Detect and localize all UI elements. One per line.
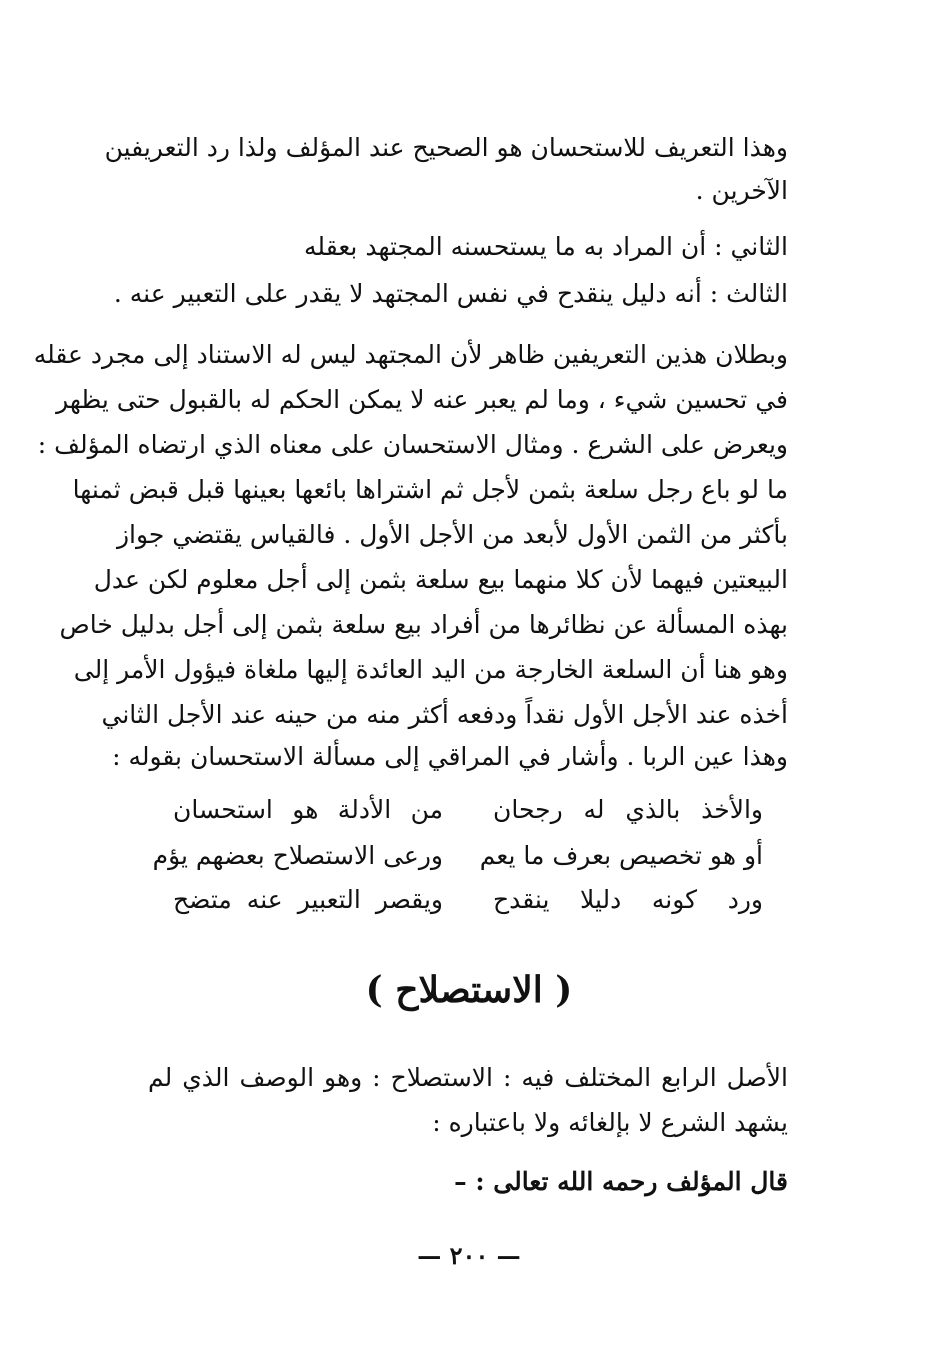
poem-verse-2-first-hemistich: أو هو تخصيص بعرف ما يعم xyxy=(479,841,763,870)
paragraph-2-line-4: ما لو باع رجل سلعة بثمن لأجل ثم اشتراها بائعها بعينها قبل قبض ثمنها xyxy=(72,475,788,504)
paragraph-2-line-8: وهو هنا أن السلعة الخارجة من اليد العائدة إليها ملغاة فيؤول الأمر إلى xyxy=(73,655,788,684)
definition-third: الثالث : أنه دليل ينقدح في نفس المجتهد لا يقدر على التعبير عنه . xyxy=(113,279,788,308)
paragraph-2-line-5: بأكثر من الثمن الأول لأبعد من الأجل الأول . فالقياس يقتضي جواز xyxy=(116,520,788,549)
section-heading: ( الاستصلاح ) xyxy=(365,969,573,1011)
author-says-heading: قال المؤلف رحمه الله تعالى : – xyxy=(454,1167,788,1196)
paragraph-2-line-1: وبطلان هذين التعريفين ظاهر لأن المجتهد ليس له الاستناد إلى مجرد عقله xyxy=(33,340,788,369)
poem-verse-3-first-hemistich: ورد كونه دليلا ينقدح xyxy=(493,885,763,914)
poem-verse-3-second-hemistich: ويقصر التعبير عنه متضح xyxy=(173,885,443,914)
paragraph-3-line-1: الأصل الرابع المختلف فيه : الاستصلاح : وهو الوصف الذي لم xyxy=(148,1063,788,1092)
page-number: — ٢٠٠ — xyxy=(417,1241,521,1270)
paragraph-2-line-6: البيعتين فيهما لأن كلا منهما بيع سلعة بثمن إلى أجل معلوم لكن عدل xyxy=(93,565,788,594)
definition-second: الثاني : أن المراد به ما يستحسنه المجتهد بعقله xyxy=(304,232,788,261)
paragraph-2-line-9: أخذه عند الأجل الأول نقداً ودفعه أكثر منه من حينه عند الأجل الثاني xyxy=(101,700,788,729)
poem-verse-1-second-hemistich: من الأدلة هو استحسان xyxy=(173,795,443,824)
paragraph-2-line-2: في تحسين شيء ، وما لم يعبر عنه لا يمكن الحكم له بالقبول حتى يظهر xyxy=(56,385,788,414)
poem-verse-1-first-hemistich: والأخذ بالذي له رجحان xyxy=(493,795,763,824)
paragraph-1-line-2: الآخرين . xyxy=(695,176,788,205)
paragraph-1-line-1: وهذا التعريف للاستحسان هو الصحيح عند المؤلف ولذا رد التعريفين xyxy=(104,133,788,162)
paragraph-2-line-7: بهذه المسألة عن نظائرها من أفراد بيع سلعة بثمن إلى أجل بدليل خاص xyxy=(59,610,788,639)
paragraph-2-line-3: ويعرض على الشرع . ومثال الاستحسان على معناه الذي ارتضاه المؤلف : xyxy=(37,430,788,459)
paragraph-3-line-2: يشهد الشرع لا بإلغائه ولا باعتباره : xyxy=(432,1108,788,1137)
paragraph-2-line-10: وهذا عين الربا . وأشار في المراقي إلى مسألة الاستحسان بقوله : xyxy=(112,742,788,771)
poem-verse-2-second-hemistich: ورعى الاستصلاح بعضهم يؤم xyxy=(152,841,443,870)
